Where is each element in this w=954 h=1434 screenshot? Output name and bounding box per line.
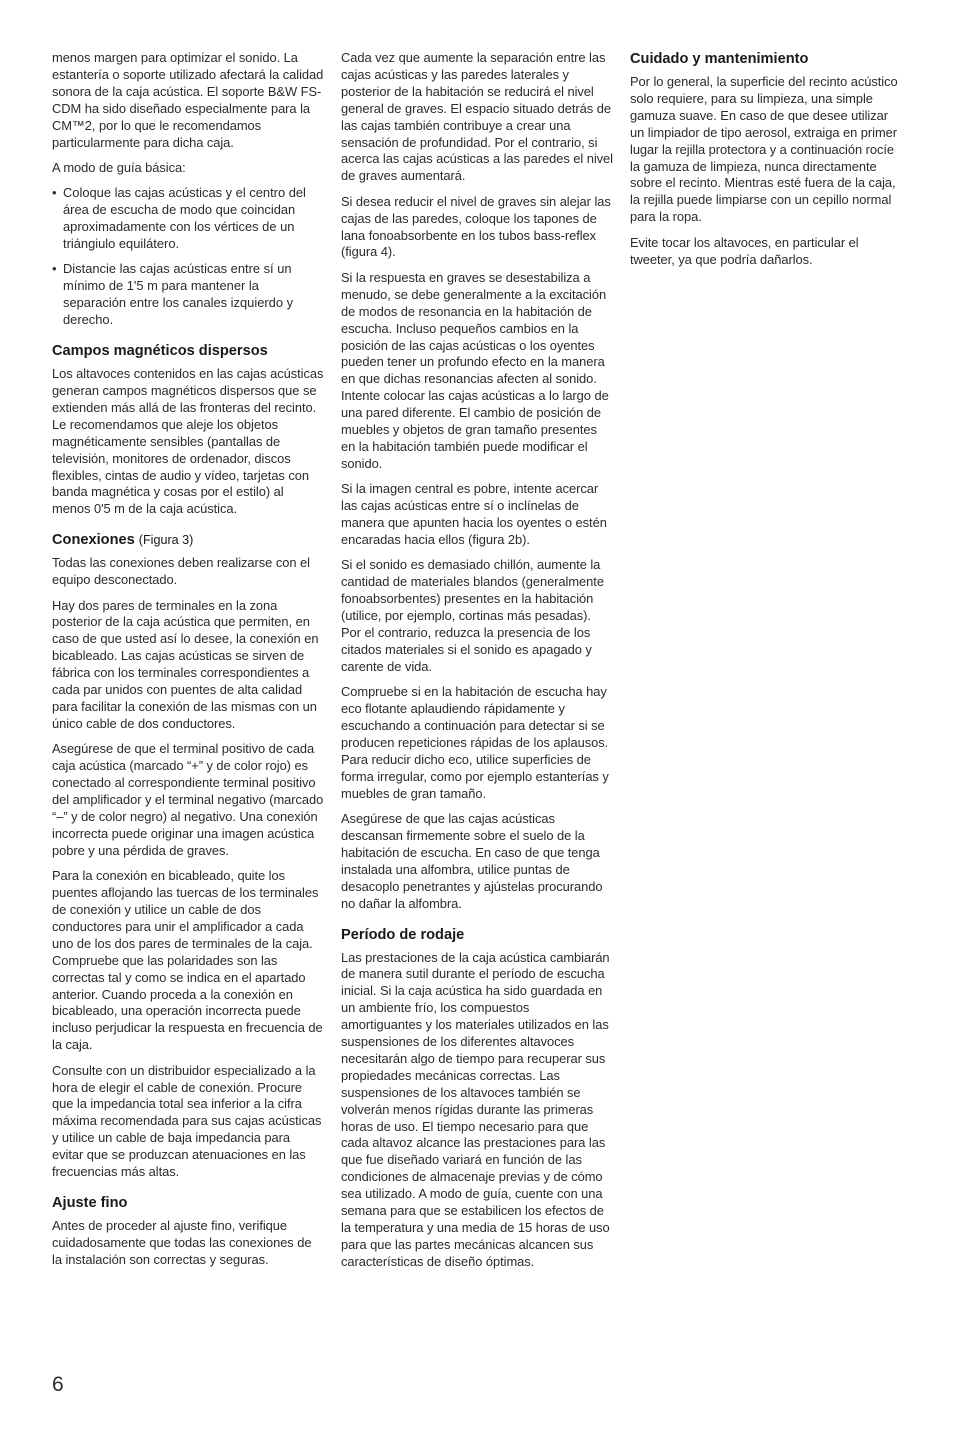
connections-figure-reference: (Figura 3) [138, 533, 194, 548]
connections-paragraph-2: Hay dos pares de terminales en la zona posterior de la caja acústica que permiten, en caso de que usted así lo desee, la conexión en bicableado. Las cajas acústicas se sirven de fábrica con los terminales correspondientes a cada par unidos con puentes de alta calidad para facilitar la conexión de las mismas con un único cable de dos conductores. [52, 597, 319, 731]
fine-tuning-paragraph: Antes de proceder al ajuste fino, verifique cuidadosamente que todas las conexiones de la instalación son correctas y seguras. [52, 1217, 312, 1267]
bass-distance-paragraph: Cada vez que aumente la separación entre las cajas acústicas y las paredes laterales y posterior de la habitación se reducirá el nivel general de graves. El espacio situado detrás de las cajas también contribuye a crear una sensación de profundidad. Por el contrario, si acerca las cajas acústicas a las paredes el nivel de graves aumentará. [341, 50, 613, 184]
flutter-echo-paragraph: Compruebe si en la habitación de escucha hay eco flotante aplaudiendo rápidamente y escuchando a continuación para detectar si se producen repeticiones rápidas de los aplausos. Para reducir dicho eco, utilice superficies de forma irregular, como por ejemplo estanterías y muebles de gran tamaño. [341, 684, 609, 801]
break-in-heading: Período de rodaje [341, 926, 465, 943]
room-resonance-paragraph: Si la respuesta en graves se desestabiliza a menudo, se debe generalmente a la excitación de modos de resonancia en la habitación de escucha. Incluso pequeños cambios en la posición de las cajas acústicas o los oyentes pueden tener un profundo efecto en la manera en que dichas resonancias afecten al sonido. Intente colocar las cajas acústicas a lo largo de una pared diferente. El cambio de posición de muebles y objetos de gran tamaño presentes en la habitación también puede modificar el sonido. [341, 269, 609, 471]
guide-paragraph: A modo de guía básica: [52, 159, 186, 175]
page-number: 6 [52, 1373, 64, 1396]
column-left [52, 50, 324, 1277]
placement-bullet-list [52, 185, 324, 329]
magnetic-fields-heading: Campos magnéticos dispersos [52, 343, 268, 360]
connections-paragraph-3: Asegúrese de que el terminal positivo de cada caja acústica (marcado “+” y de color rojo) es conectado al correspondiente terminal positivo del amplificador y el terminal negativo (marcado “–” y de color negro) al negativo. Una conexión incorrecta puede originar una imagen acústica pobre y una pérdida de graves. [52, 741, 324, 858]
floor-spikes-paragraph: Asegúrese de que las cajas acústicas descansan firmemente sobre el suelo de la habitación de escucha. En caso de que tenga instalada una alfombra, utilice puntas de desacoplo penetrantes y ajústelas procurando no dañar la alfombra. [341, 811, 603, 911]
connections-heading-title: Conexiones [52, 532, 135, 549]
care-maintenance-heading: Cuidado y mantenimiento [630, 51, 809, 67]
care-paragraph-2: Evite tocar los altavoces, en particular el tweeter, ya que podría dañarlos. [630, 234, 859, 267]
list-item: • Coloque las cajas acústicas y el centro del área de escucha de modo que coincidan aproximadamente con los vértices de un triángiulo equilátero. [52, 185, 324, 253]
column-right [630, 50, 902, 277]
central-image-paragraph: Si la imagen central es pobre, intente acercar las cajas acústicas entre sí o inclínelas de manera que apunten hacia los oyentes o estén encaradas hacia ellos (figura 2b). [341, 481, 607, 547]
connections-paragraph-4: Para la conexión en bicableado, quite los puentes aflojando las tuercas de los terminales de conexión y utilice un cable de dos conductores para unir el amplificador a cada uno de los dos pares de terminales de la caja. Compruebe que las polaridades son las correctas tal y como se indica en el apartado anterior. Cuando proceda a la conexión en bicableado, una operación incorrecta puede incluso perjudicar la respuesta en frecuencia de la caja. [52, 868, 323, 1053]
fine-tuning-heading: Ajuste fino [52, 1194, 128, 1211]
intro-paragraph: menos margen para optimizar el sonido. La estantería o soporte utilizado afectará la calidad sonora de la caja acústica. El soporte B&W FS-CDM ha sido diseñado especialmente para la CM™2, por lo que le recomendamos particularmente para dicha caja. [52, 50, 324, 150]
break-in-paragraph: Las prestaciones de la caja acústica cambiarán de manera sutil durante el período de escucha inicial. Si la caja acústica ha sido guardada en un ambiente frío, los compuestos amortiguantes y los materiales utilizados en las suspensiones de los diferentes altavoces necesitarán algo de tiempo para recuperar sus propiedades mecánicas correctas. Las suspensiones de los altavoces también se volverán menos rígidas durante las primeras horas de uso. El tiempo necesario para que cada altavoz alcance las prestaciones para las que fue diseñado variará en función de las condiciones de almacenaje previas y de cómo sea utilizado. A modo de guía, cuente con una semana para que se estabilicen los efectos de la temperatura y una media de 15 horas de uso para que las partes mecánicas alcancen sus características de diseño óptimas. [341, 949, 610, 1269]
connections-paragraph-1: Todas las conexiones deben realizarse con el equipo desconectado. [52, 555, 310, 588]
list-item: • Distancie las cajas acústicas entre sí un mínimo de 1'5 m para mantener la separación entre los canales izquierdo y derecho. [52, 261, 324, 329]
magnetic-fields-paragraph: Los altavoces contenidos en las cajas acústicas generan campos magnéticos dispersos que se extienden más allá de las fronteras del recinto. Le recomendamos que aleje los objetos magnéticamente sensibles (pantallas de televisión, monitores de ordenador, discos flexibles, cintas de audio y vídeo, tarjetas con banda magnética y cosas por el estilo) al menos 0'5 m de la caja acústica. [52, 366, 324, 517]
bass-foam-plugs-paragraph: Si desea reducir el nivel de graves sin alejar las cajas de las paredes, coloque los tapones de lana fonoabsorbente en los tubos bass-reflex (figura 4). [341, 193, 611, 260]
connections-paragraph-5: Consulte con un distribuidor especializado a la hora de elegir el cable de conexión. Procure que la impedancia total sea inferior a la cifra máxima recomendada para sus cajas acústicas y utilice un cable de baja impedancia para evitar que se produzcan atenuaciones en las frecuencias más altas. [52, 1062, 322, 1180]
column-middle [341, 50, 613, 1279]
bright-sound-paragraph: Si el sonido es demasiado chillón, aumente la cantidad de materiales blandos (generalmente fonoabsorbentes) presentes en la habitación (utilice, por ejemplo, cortinas más pesadas). Por el contrario, reduzca la presencia de los citados materiales si el sonido es apagado y carente de vida. [341, 557, 604, 674]
care-paragraph-1: Por lo general, la superficie del recinto acústico solo requiere, para su limpieza, una simple gamuza suave. En caso de que desee utilizar un limpiador de tipo aerosol, extraiga en primer lugar la rejilla protectora y a continuación rocíe la gamuza de limpieza, nunca directamente sobre el recinto. Mientras esté fuera de la caja, la rejilla puede limpiarse con un cepillo normal para la ropa. [630, 74, 898, 225]
connections-heading [52, 531, 324, 549]
